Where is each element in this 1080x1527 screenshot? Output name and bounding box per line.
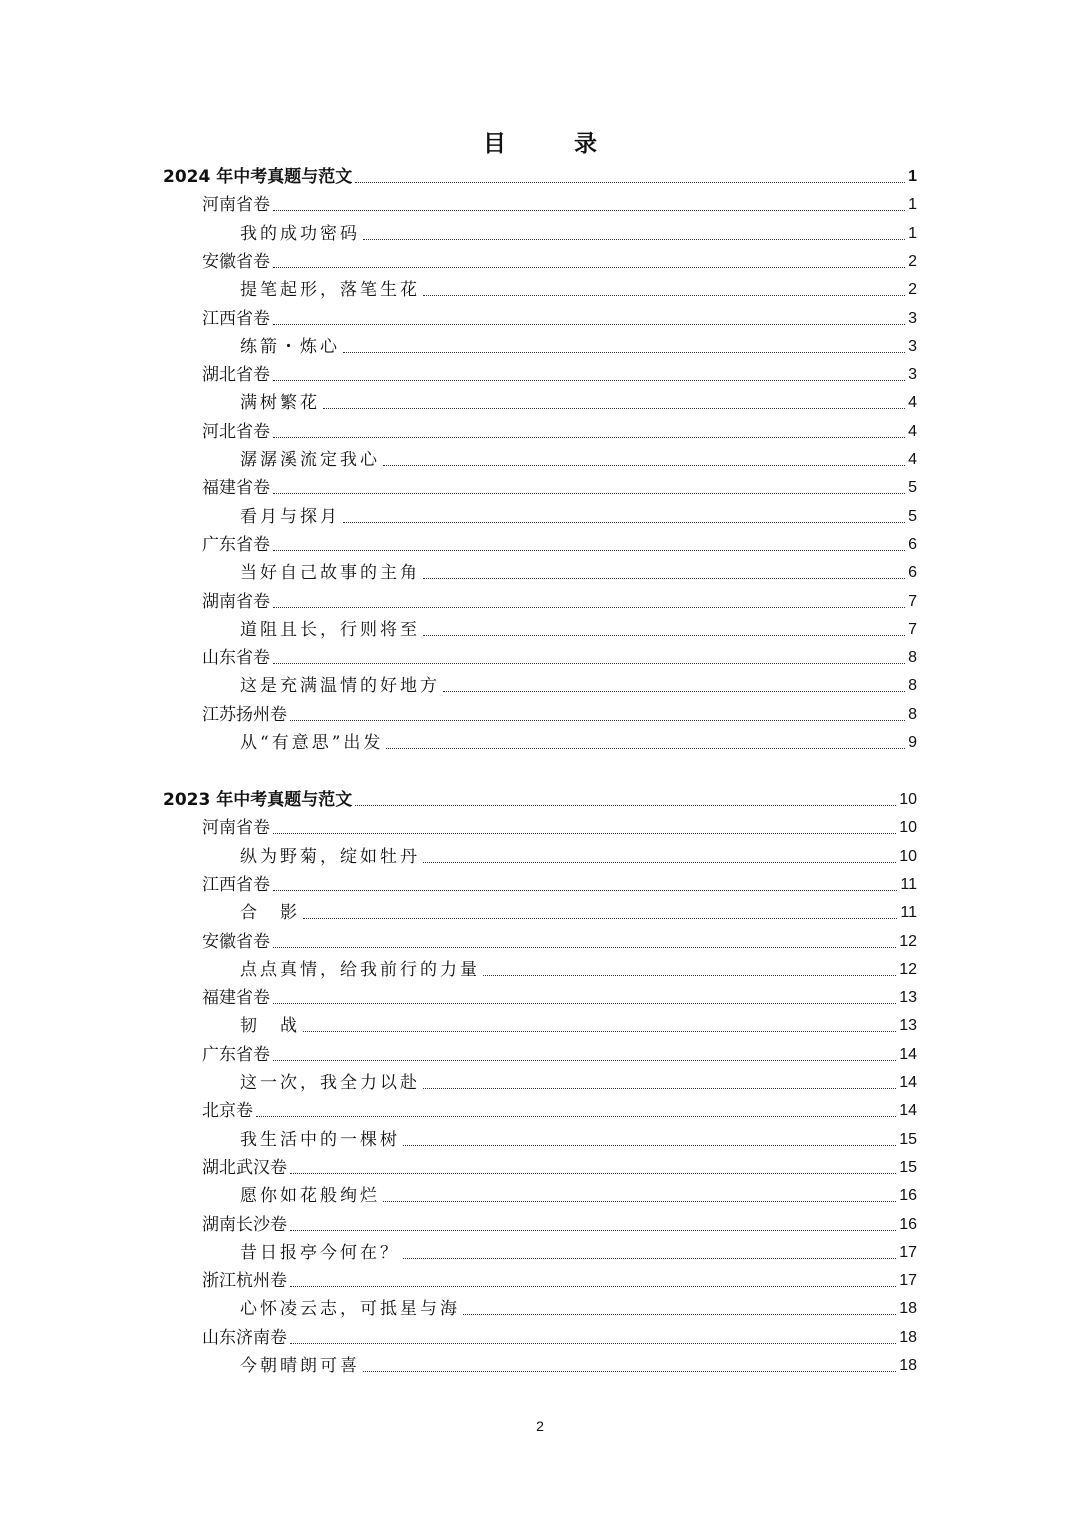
dot-leader [273,323,905,325]
toc-essay-entry-page: 2 [908,281,917,299]
toc-essay-entry[interactable] [240,726,917,754]
toc-essay-entry-page: 9 [908,734,917,751]
toc-essay-entry-label: 我的成功密码 [240,223,360,244]
toc-essay-entry[interactable] [240,896,917,924]
page-title: 目 录 [482,131,627,157]
dot-leader [343,521,905,523]
toc-essay-entry[interactable] [240,1292,917,1320]
toc-section-heading[interactable] [163,160,917,188]
toc-province-entry-label: 江西省卷 [202,874,270,895]
dot-leader [273,606,905,608]
toc-essay-entry-label: 昔日报亭今何在？ [240,1242,400,1263]
toc-essay-entry-label: 纵为野菊，绽如牡丹 [240,846,420,867]
toc-essay-entry[interactable] [240,1349,917,1377]
toc-province-entry-label: 安徽省卷 [202,251,270,272]
toc-province-entry-page: 17 [899,1272,917,1290]
toc-section-heading-label: 2024 年中考真题与范文 [163,167,353,187]
toc-province-entry[interactable] [202,868,917,896]
toc-essay-entry-label: 潺潺溪流定我心 [240,450,380,470]
toc-province-entry[interactable] [202,1264,917,1292]
dot-leader [323,407,905,409]
toc-section-heading[interactable] [163,783,917,811]
toc-province-entry-page: 12 [899,932,917,950]
toc-section-heading-label: 2023 年中考真题与范文 [163,790,353,810]
dot-leader [273,436,905,438]
dot-leader [343,351,905,353]
dot-leader [423,634,905,636]
toc-province-entry[interactable] [202,302,917,330]
dot-leader [355,804,896,806]
dot-leader [303,1030,896,1032]
toc-province-entry-page: 14 [899,1045,917,1063]
toc-province-entry[interactable] [202,358,917,386]
toc-province-entry[interactable] [202,981,917,1009]
toc-essay-entry-label: 今朝晴朗可喜 [240,1356,360,1376]
toc-essay-entry-page: 5 [908,507,917,525]
toc-essay-entry-page: 4 [908,394,917,412]
toc-province-entry[interactable] [202,1094,917,1122]
dot-leader [303,917,897,919]
toc-province-entry-page: 3 [908,366,917,384]
toc-province-entry-label: 河北省卷 [202,421,270,442]
toc-section-heading-page: 1 [908,168,917,185]
toc-essay-entry-page: 15 [899,1130,917,1148]
dot-leader [383,1200,896,1202]
dot-leader [290,1229,896,1231]
dot-leader [423,577,905,579]
toc-province-entry-page: 6 [908,535,917,553]
toc-province-entry-page: 11 [900,875,917,893]
toc-province-entry[interactable] [202,528,917,556]
dot-leader [383,464,905,466]
toc-essay-entry-page: 3 [908,337,917,355]
page-number: 2 [536,1418,544,1434]
toc-province-entry-label: 山东济南卷 [202,1327,287,1348]
toc-essay-entry-label: 满树繁花 [240,393,320,414]
toc-province-entry[interactable] [202,585,917,613]
toc-essay-entry-page: 6 [908,564,917,582]
toc-province-entry-label: 湖南长沙卷 [202,1214,287,1235]
toc-essay-entry[interactable] [240,443,917,471]
toc-province-entry[interactable] [202,1151,917,1179]
dot-leader [355,181,905,183]
toc-essay-entry-page: 12 [899,960,917,978]
dot-leader [273,1059,896,1061]
dot-leader [273,266,905,268]
toc-province-entry-page: 16 [899,1215,917,1233]
toc-province-entry-page: 13 [899,989,917,1007]
toc-essay-entry-label: 练箭・炼心 [240,336,340,357]
toc-essay-entry[interactable] [240,273,917,301]
dot-leader [273,832,896,834]
dot-leader [273,492,905,494]
toc-province-entry[interactable] [202,188,917,216]
dot-leader [386,747,905,749]
toc-province-entry-page: 14 [899,1102,917,1120]
toc-province-entry-label: 江西省卷 [202,308,270,329]
dot-leader [273,209,905,211]
dot-leader [256,1115,896,1117]
toc-essay-entry[interactable] [240,953,917,981]
toc-essay-entry-page: 17 [899,1243,917,1261]
toc-province-entry-label: 广东省卷 [202,1044,270,1065]
toc-essay-entry-page: 14 [899,1074,917,1091]
toc-essay-entry-label: 道阻且长，行则将至 [240,619,420,640]
toc-essay-entry-label: 韧 战 [240,1016,300,1037]
toc-essay-entry-page: 11 [900,904,917,922]
toc-province-entry[interactable] [202,811,917,839]
toc-province-entry-page: 2 [908,252,917,270]
dot-leader [290,719,905,721]
toc-essay-entry[interactable] [240,217,917,245]
toc-province-entry-label: 福建省卷 [202,988,270,1009]
toc-essay-entry[interactable] [240,840,917,868]
dot-leader [273,662,905,664]
dot-leader [403,1144,896,1146]
dot-leader [290,1342,896,1344]
dot-leader [290,1172,896,1174]
toc-province-entry-page: 8 [908,705,917,723]
toc-province-entry-label: 山东省卷 [202,648,270,669]
dot-leader [423,1087,896,1089]
toc-province-entry[interactable] [202,415,917,443]
toc-province-entry[interactable] [202,471,917,499]
toc-essay-entry[interactable] [240,1009,917,1037]
toc-essay-entry[interactable] [240,1123,917,1151]
toc-province-entry-page: 4 [908,422,917,440]
toc-essay-entry[interactable] [240,1179,917,1207]
toc-essay-entry-page: 8 [908,677,917,695]
toc-essay-entry-label: 这是充满温情的好地方 [240,676,440,697]
dot-leader [363,238,905,240]
toc-province-entry-label: 河南省卷 [202,818,270,839]
toc-essay-entry[interactable] [240,1236,917,1264]
toc-essay-entry[interactable] [240,330,917,358]
dot-leader [443,690,905,692]
toc-province-entry-page: 8 [908,649,917,667]
toc-province-entry-label: 广东省卷 [202,534,270,555]
toc-essay-entry-page: 10 [899,847,917,865]
dot-leader [403,1257,896,1259]
toc-essay-entry-label: 看月与探月 [240,506,340,527]
toc-essay-entry-page: 7 [908,620,917,638]
dot-leader [463,1313,896,1315]
dot-leader [273,889,897,891]
toc-essay-entry-label: 愿你如花般绚烂 [240,1186,380,1207]
toc-province-entry-page: 10 [899,819,917,837]
toc-province-entry-label: 北京卷 [202,1101,253,1122]
dot-leader [273,379,905,381]
toc-province-entry[interactable] [202,1038,917,1066]
toc-province-entry[interactable] [202,925,917,953]
toc-province-entry-label: 河南省卷 [202,195,270,216]
dot-leader [273,1002,896,1004]
toc-essay-entry[interactable] [240,500,917,528]
toc-essay-entry-label: 当好自己故事的主角 [240,563,420,584]
dot-leader [423,861,896,863]
toc-essay-entry-page: 18 [899,1300,917,1318]
toc-essay-entry-label: 我生活中的一棵树 [240,1129,400,1150]
dot-leader [483,974,896,976]
toc-province-entry-label: 福建省卷 [202,478,270,499]
toc-province-entry-page: 5 [908,479,917,497]
toc-section-heading-page: 10 [899,791,917,808]
toc-essay-entry-page: 16 [899,1187,917,1205]
toc-essay-entry-label: 点点真情，给我前行的力量 [240,959,480,980]
dot-leader [423,294,905,296]
toc-province-entry-label: 浙江杭州卷 [202,1271,287,1292]
toc-essay-entry-page: 1 [908,224,917,242]
toc-essay-entry[interactable] [240,613,917,641]
toc-essay-entry[interactable] [240,386,917,414]
dot-leader [363,1370,896,1372]
dot-leader [273,946,896,948]
toc-province-entry-page: 15 [899,1158,917,1176]
toc-essay-entry-label: 合 影 [240,903,300,924]
toc-province-entry[interactable] [202,1321,917,1349]
toc-province-entry-label: 安徽省卷 [202,931,270,952]
toc-province-entry[interactable] [202,641,917,669]
toc-essay-entry-label: 这一次，我全力以赴 [240,1073,420,1093]
toc-essay-entry[interactable] [240,556,917,584]
toc-essay-entry[interactable] [240,669,917,697]
toc-province-entry-label: 湖南省卷 [202,591,270,612]
toc-province-entry-label: 湖北武汉卷 [202,1157,287,1178]
toc-essay-entry-label: 心怀凌云志，可抵星与海 [240,1299,460,1320]
toc-province-entry-page: 7 [908,592,917,610]
toc-province-entry[interactable] [202,245,917,273]
dot-leader [273,549,905,551]
toc-province-entry-page: 1 [908,196,917,214]
toc-province-entry-label: 湖北省卷 [202,365,270,386]
toc-essay-entry-page: 4 [908,451,917,468]
toc-province-entry-page: 3 [908,309,917,327]
dot-leader [290,1285,896,1287]
toc-essay-entry-page: 18 [899,1357,917,1374]
toc-essay-entry-label: 提笔起形，落笔生花 [240,280,420,301]
toc-province-entry[interactable] [202,1208,917,1236]
toc-province-entry[interactable] [202,698,917,726]
toc-province-entry-page: 18 [899,1328,917,1346]
toc-essay-entry-label: 从“有意思”出发 [240,733,384,753]
toc-province-entry-label: 江苏扬州卷 [202,704,287,725]
toc-essay-entry-page: 13 [899,1017,917,1035]
toc-essay-entry[interactable] [240,1066,917,1094]
